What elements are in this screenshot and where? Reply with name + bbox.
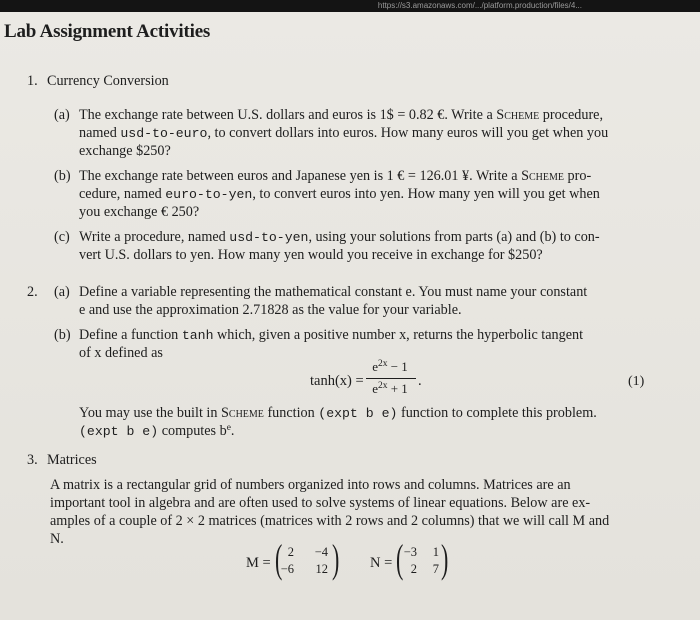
item-1c-label: (c) bbox=[54, 229, 70, 245]
matrix-n-cell: −3 bbox=[403, 545, 417, 559]
matrix-m-left-paren: ( bbox=[274, 536, 283, 581]
item-1a-line-2: named usd-to-euro, to convert dollars into euros. How many euros will you get when you bbox=[79, 125, 609, 141]
matrix-n-left-paren: ( bbox=[395, 536, 404, 581]
matrix-m-cell: 2 bbox=[287, 545, 294, 559]
item-3-line-4: N. bbox=[50, 531, 64, 547]
equation-fraction-bar bbox=[366, 378, 416, 379]
item-1a-line-1: The exchange rate between U.S. dollars and euros is 1$ = 0.82 €. Write a Scheme procedure, bbox=[79, 107, 604, 123]
matrix-n-cell: 2 bbox=[410, 562, 417, 576]
item-3-line-2: important tool in algebra and are often used to solve systems of linear equations. Below are ex- bbox=[50, 495, 591, 511]
matrix-n-cell: 7 bbox=[432, 562, 439, 576]
item-1a-label: (a) bbox=[54, 107, 70, 123]
equation-period: . bbox=[418, 373, 422, 389]
browser-url-bar: https://s3.amazonaws.com/.../platform.production/files/4... bbox=[0, 0, 700, 12]
matrix-m-cell: −6 bbox=[280, 562, 294, 576]
matrix-m-cell: 12 bbox=[315, 562, 328, 576]
item-2-number: 2. bbox=[27, 284, 38, 300]
matrix-m-label: M = bbox=[246, 555, 271, 571]
item-1b-line-3: you exchange € 250? bbox=[79, 204, 200, 220]
item-3-line-1: A matrix is a rectangular grid of numbers organized into rows and columns. Matrices are an bbox=[50, 477, 571, 493]
item-1b-line-1: The exchange rate between euros and Japanese yen is 1 € = 126.01 ¥. Write a Scheme pro- bbox=[79, 168, 592, 184]
item-2b-line-2: of x defined as bbox=[79, 345, 163, 361]
item-2a-label: (a) bbox=[54, 284, 70, 300]
equation-lhs: tanh(x) = bbox=[310, 373, 364, 389]
item-2a-line-1: Define a variable representing the mathematical constant e. You must name your constant bbox=[79, 284, 588, 300]
item-2b-line-1: Define a function tanh which, given a positive number x, returns the hyperbolic tangent bbox=[79, 327, 584, 343]
item-2b-label: (b) bbox=[54, 327, 71, 343]
matrix-n-cell: 1 bbox=[432, 545, 439, 559]
item-1-title: Currency Conversion bbox=[47, 73, 169, 89]
equation-number: (1) bbox=[628, 374, 645, 389]
matrix-n-label: N = bbox=[370, 555, 393, 571]
item-3-line-3: amples of a couple of 2 × 2 matrices (matrices with 2 rows and 2 columns) that we will call M and bbox=[50, 513, 610, 529]
item-2a-line-2: e and use the approximation 2.71828 as the value for your variable. bbox=[79, 302, 462, 318]
item-1b-label: (b) bbox=[54, 168, 71, 184]
item-1b-line-2: cedure, named euro-to-yen, to convert euros into yen. How many yen will you get when bbox=[79, 186, 600, 202]
equation-denominator: $e^{2x} + 1$ bbox=[372, 381, 408, 396]
page-title: Lab Assignment Activities bbox=[4, 21, 211, 42]
item-1c-line-1: Write a procedure, named usd-to-yen, using your solutions from parts (a) and (b) to con- bbox=[79, 229, 600, 245]
item-2b-after-line-1: You may use the built in Scheme function (expt b e) function to complete this problem. bbox=[79, 405, 597, 421]
item-2b-after-line-2: (expt b e) computes $b^e$. bbox=[79, 423, 235, 439]
matrix-m-right-paren: ) bbox=[331, 536, 340, 581]
item-3-title: Matrices bbox=[47, 452, 97, 468]
equation-numerator: $e^{2x} - 1$ bbox=[372, 359, 408, 374]
matrix-n-right-paren: ) bbox=[440, 536, 449, 581]
item-1-number: 1. bbox=[27, 73, 38, 89]
item-1a-line-3: exchange $250? bbox=[79, 143, 171, 159]
item-3-number: 3. bbox=[27, 452, 38, 468]
matrix-m-cell: −4 bbox=[314, 545, 328, 559]
item-1c-line-2: vert U.S. dollars to yen. How many yen would you receive in exchange for $250? bbox=[79, 247, 543, 263]
